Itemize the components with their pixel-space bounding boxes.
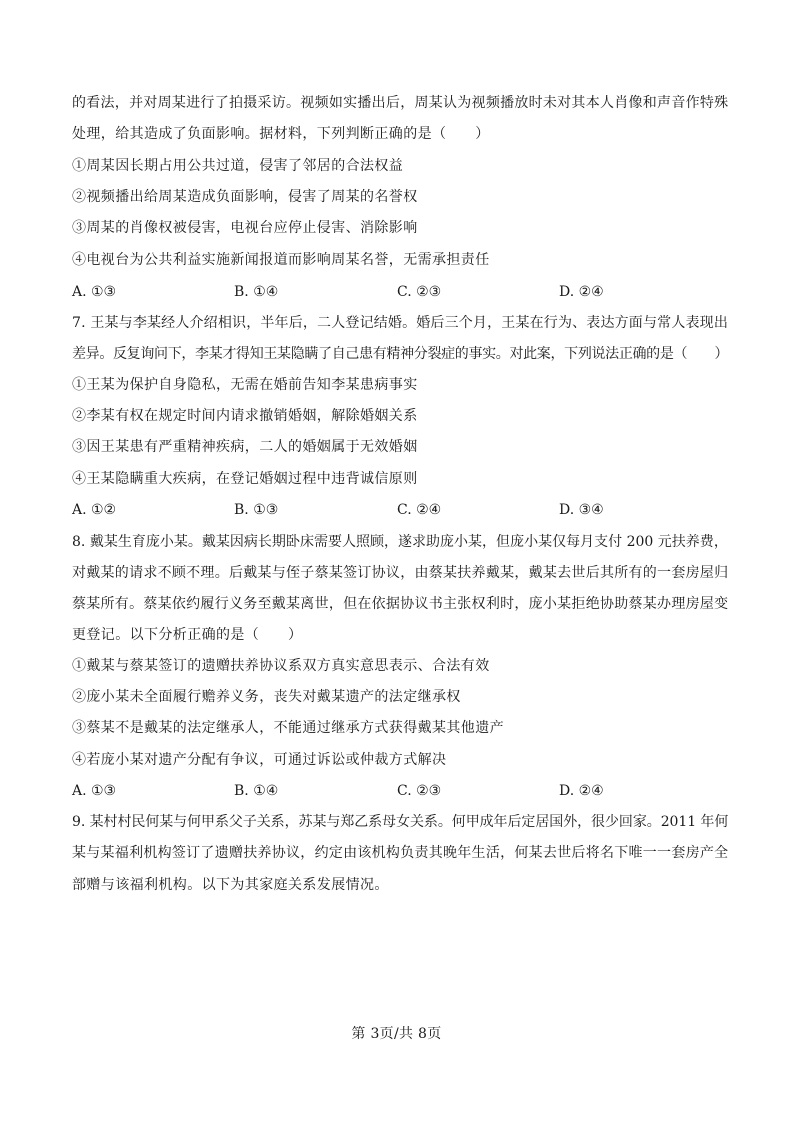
question-7-statement-3: ③因王某患有严重精神疾病，二人的婚姻属于无效婚姻	[72, 439, 418, 455]
question-7-text-line-1: 7. 王某与李某经人介绍相识，半年后，二人登记结婚。婚后三个月，王某在行为、表达方面与常人表现出	[72, 315, 729, 331]
question-7-options	[72, 500, 728, 520]
question-9-text-line-1: 9. 某村村民何某与何甲系父子关系，苏某与郑乙系母女关系。何甲成年后定居国外，很少回家。2011 年何	[72, 814, 729, 830]
page-footer: 第 3页/共 8页	[351, 1026, 442, 1042]
question-7-text-line-2: 差异。反复询问下，李某才得知王某隐瞒了自己患有精神分裂症的事实。对此案，下列说法正确的是（ ）	[72, 346, 729, 362]
question-8-options	[72, 781, 728, 801]
option-c: C. ②③	[397, 284, 442, 300]
option-c: C. ②③	[397, 783, 442, 799]
question-9-text-line-3: 部赠与该福利机构。以下为其家庭关系发展情况。	[72, 877, 389, 893]
option-b: B. ①④	[234, 783, 279, 799]
question-9-text-line-2: 某与某福利机构签订了遗赠扶养协议，约定由该机构负责其晚年生活，何某去世后将名下唯一一套房产全	[72, 845, 729, 861]
option-a: A. ①②	[72, 502, 117, 518]
question-8-statement-4: ④若庞小某对遗产分配有争议，可通过诉讼或仲裁方式解决	[72, 752, 447, 768]
question-6-text-line-2: 处理，给其造成了负面影响。据材料，下列判断正确的是（ ）	[72, 126, 490, 142]
option-b: B. ①④	[234, 284, 279, 300]
question-6-statement-3: ③周某的肖像权被侵害，电视台应停止侵害、消除影响	[72, 220, 418, 236]
question-8-text-line-3: 蔡某所有。蔡某依约履行义务至戴某离世，但在依据协议书主张权利时，庞小某拒绝协助蔡某办理房屋变	[72, 596, 729, 612]
option-a: A. ①③	[72, 783, 117, 799]
option-d: D. ②④	[559, 284, 604, 300]
question-6-statement-2: ②视频播出给周某造成负面影响，侵害了周某的名誉权	[72, 189, 418, 205]
question-8-text-line-2: 对戴某的请求不顾不理。后戴某与侄子蔡某签订协议，由蔡某扶养戴某，戴某去世后其所有的一套房屋归	[72, 565, 729, 581]
question-7-statement-2: ②李某有权在规定时间内请求撤销婚姻，解除婚姻关系	[72, 408, 418, 424]
question-8-statement-1: ①戴某与蔡某签订的遗赠扶养协议系双方真实意思表示、合法有效	[72, 658, 490, 674]
question-6-statement-1: ①周某因长期占用公共过道，侵害了邻居的合法权益	[72, 158, 404, 174]
question-8-text-line-4: 更登记。以下分析正确的是（ ）	[72, 627, 303, 643]
question-6-text-line-1: 的看法，并对周某进行了拍摄采访。视频如实播出后，周某认为视频播放时未对其本人肖像和声音作特殊	[72, 95, 729, 111]
option-a: A. ①③	[72, 284, 117, 300]
question-8-text-line-1: 8. 戴某生育庞小某。戴某因病长期卧床需要人照顾，遂求助庞小某，但庞小某仅每月支付 200 元扶养费，	[72, 534, 728, 550]
option-d: D. ②④	[559, 783, 604, 799]
question-7-statement-1: ①王某为保护自身隐私，无需在婚前告知李某患病事实	[72, 377, 418, 393]
question-6-options	[72, 282, 728, 302]
question-8-statement-3: ③蔡某不是戴某的法定继承人，不能通过继承方式获得戴某其他遗产	[72, 720, 504, 736]
question-7-statement-4: ④王某隐瞒重大疾病，在登记婚姻过程中违背诚信原则	[72, 471, 418, 487]
question-8-statement-2: ②庞小某未全面履行赡养义务，丧失对戴某遗产的法定继承权	[72, 689, 461, 705]
option-d: D. ③④	[559, 502, 604, 518]
option-c: C. ②④	[397, 502, 442, 518]
question-6-statement-4: ④电视台为公共利益实施新闻报道而影响周某名誉，无需承担责任	[72, 252, 490, 268]
option-b: B. ①③	[234, 502, 279, 518]
